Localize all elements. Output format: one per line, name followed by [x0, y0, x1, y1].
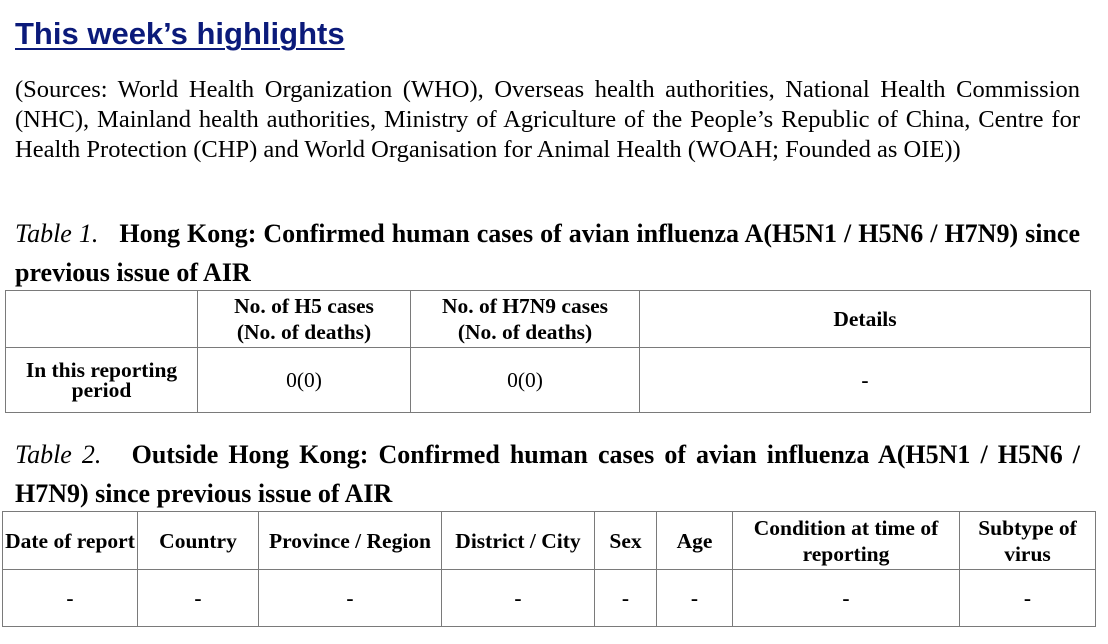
table1-header-details: Details — [640, 291, 1091, 348]
table2-header-district: District / City — [442, 512, 595, 570]
table1-cell-h5: 0(0) — [198, 348, 411, 413]
table1-header-blank — [6, 291, 198, 348]
table2-caption — [15, 435, 1080, 513]
table2-cell-subtype: - — [960, 570, 1096, 627]
table2-header-date: Date of report — [3, 512, 138, 570]
table2-cell-province: - — [259, 570, 442, 627]
table1-header-h5 — [198, 291, 411, 348]
table1-header-h7n9 — [411, 291, 640, 348]
table2-header-age: Age — [657, 512, 733, 570]
table1-header-h7n9-label: No. of H7N9 cases — [441, 294, 608, 318]
table-row — [6, 348, 1091, 413]
table2-header-subtype: Subtype of virus — [960, 512, 1096, 570]
table1 — [5, 290, 1091, 413]
table2-cell-condition: - — [733, 570, 960, 627]
table1-cell-h7n9: 0(0) — [411, 348, 640, 413]
table1-cell-details: - — [640, 348, 1091, 413]
table-row — [3, 570, 1096, 627]
table1-header-row — [6, 291, 1091, 348]
table1-caption-title: Hong Kong: Confirmed human cases of avian influenza A(H5N1 / H5N6 / H7N9) since previous issue of AIR — [15, 219, 1080, 287]
table2-header-row — [3, 512, 1096, 570]
table1-header-h5-sub: (No. of deaths) — [236, 320, 372, 344]
sources-paragraph: (Sources: World Health Organization (WHO), Overseas health authorities, National Health Commission (NHC), Mainland health authorities, Ministry of Agriculture of the People’s Republic of China, Centre for Health Protection (CHP) and World Organisation for Animal Health (WOAH; Founded as OIE)) — [15, 76, 1080, 163]
page-heading: This week’s highlights — [15, 16, 345, 51]
table2-cell-age: - — [657, 570, 733, 627]
table1-header-h5-label: No. of H5 cases — [234, 294, 374, 318]
table1-caption — [15, 214, 1080, 292]
table2-cell-district: - — [442, 570, 595, 627]
table2-caption-number: Table 2. — [15, 440, 102, 469]
table1-header-h7n9-sub: (No. of deaths) — [457, 320, 593, 344]
table2-header-country: Country — [138, 512, 259, 570]
table2-header-province: Province / Region — [259, 512, 442, 570]
table2-header-condition: Condition at time of reporting — [733, 512, 960, 570]
table2-cell-sex: - — [595, 570, 657, 627]
table2 — [2, 511, 1096, 627]
table2-cell-country: - — [138, 570, 259, 627]
table2-cell-date: - — [3, 570, 138, 627]
table2-header-sex: Sex — [595, 512, 657, 570]
table1-caption-number: Table 1. — [15, 219, 99, 248]
table2-caption-title: Outside Hong Kong: Confirmed human cases of avian influenza A(H5N1 / H5N6 / H7N9) since previous issue of AIR — [15, 440, 1081, 508]
table1-row-label: In this reporting period — [6, 348, 198, 413]
